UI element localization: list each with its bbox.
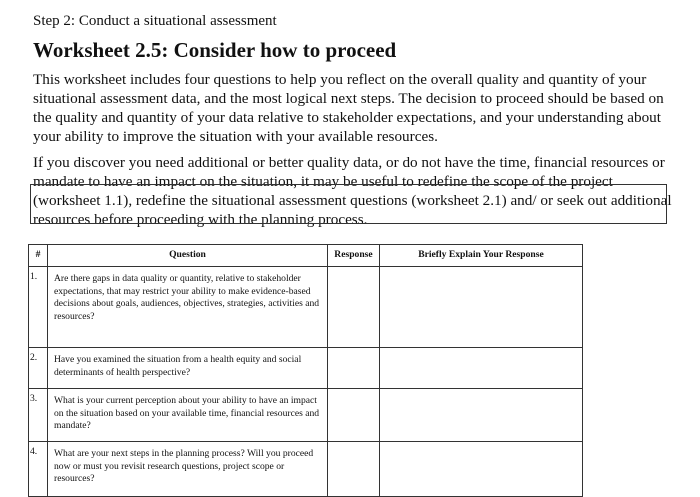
row-number: 4.: [29, 442, 48, 497]
table-row: [29, 389, 583, 442]
table-row: [29, 267, 583, 348]
table-row: [29, 442, 583, 497]
question-text: Are there gaps in data quality or quantity, relative to stakeholder expectations, that may restrict your ability to make evidence-based decisions about goals, audiences, objectives, strategies, activities and resources?: [48, 267, 328, 348]
question-text: What is your current perception about your ability to have an impact on the situation based on your available time, financial resources and mandate?: [48, 389, 328, 442]
header-number: #: [29, 245, 48, 267]
worksheet-title: Worksheet 2.5: Consider how to proceed: [33, 38, 397, 62]
explain-cell[interactable]: [380, 348, 583, 389]
header-explain: Briefly Explain Your Response: [380, 245, 583, 267]
row-number: 3.: [29, 389, 48, 442]
response-cell[interactable]: [328, 442, 380, 497]
explain-cell[interactable]: [380, 267, 583, 348]
table-header-row: [29, 245, 583, 267]
intro-paragraph: This worksheet includes four questions to help you reflect on the overall quality and quantity of your situational assessment data, and the most logical next steps. The decision to proceed should be based on the quality and quantity of your data relative to stakeholder expectations, and your understanding about your ability to improve the situation with your available resources.: [33, 71, 664, 145]
response-cell[interactable]: [328, 267, 380, 348]
table-row: [29, 348, 583, 389]
question-text: Have you examined the situation from a health equity and social determinants of health perspective?: [48, 348, 328, 389]
row-number: 2.: [29, 348, 48, 389]
header-question: Question: [48, 245, 328, 267]
text-selection-box: [30, 184, 667, 224]
redefine-scope-paragraph: If you discover you need additional or better quality data, or do not have the time, financial resources or mandate to have an impact on the situation, it may be useful to redefine the scope of the project (worksheet 1.1), redefine the situational assessment questions (worksheet 2.1) and/ or seek out additional resources before proceeding with the planning process.: [33, 154, 672, 228]
question-text: What are your next steps in the planning process? Will you proceed now or must you revisit research questions, project scope or resources?: [48, 442, 328, 497]
worksheet-table: [28, 244, 583, 497]
explain-cell[interactable]: [380, 389, 583, 442]
response-cell[interactable]: [328, 389, 380, 442]
response-cell[interactable]: [328, 348, 380, 389]
explain-cell[interactable]: [380, 442, 583, 497]
step-label: Step 2: Conduct a situational assessment: [33, 13, 277, 29]
row-number: 1.: [29, 267, 48, 348]
header-response: Response: [328, 245, 380, 267]
